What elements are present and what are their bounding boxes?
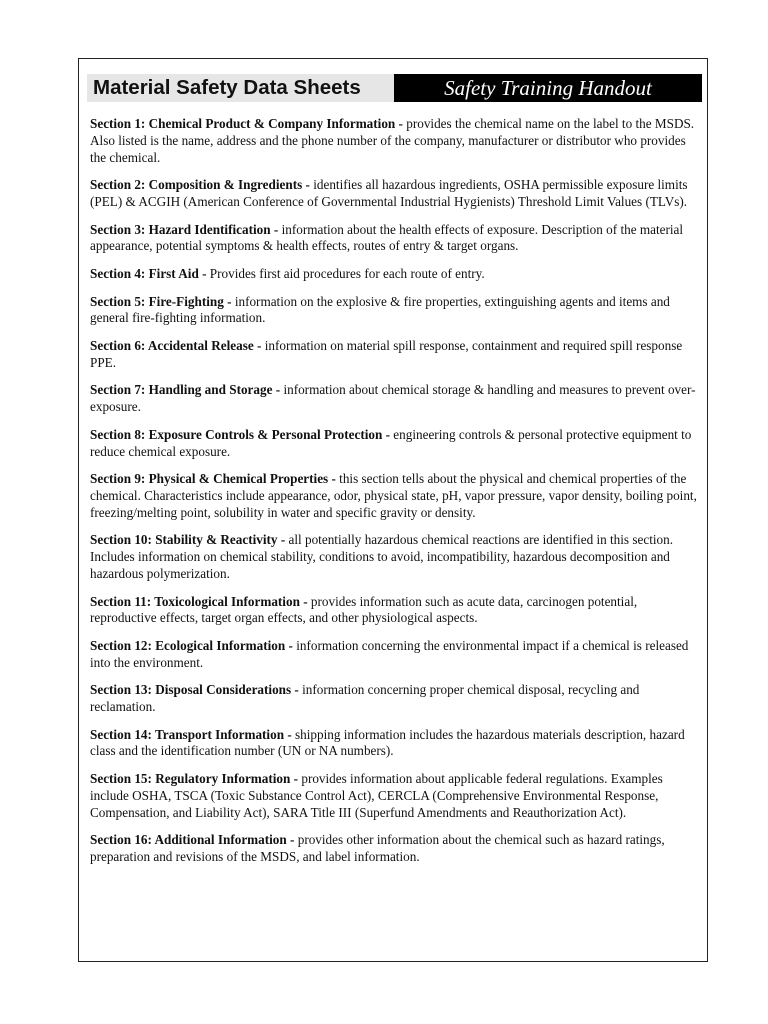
handout-header bbox=[87, 74, 702, 102]
section-heading: Section 4: First Aid - bbox=[90, 265, 207, 281]
section-heading: Section 13: Disposal Considerations - bbox=[90, 682, 299, 698]
section-body: information concerning proper chemical disposal, recycling and reclamation. bbox=[90, 682, 640, 715]
section-14 bbox=[90, 727, 700, 761]
section-heading: Section 2: Composition & Ingredients - bbox=[90, 177, 310, 193]
document-title: Material Safety Data Sheets bbox=[87, 74, 394, 102]
section-body: provides the chemical name on the label to the MSDS. Also listed is the name, address and the phone number of the company, manufacturer or distributor who provides the chemical. bbox=[90, 116, 695, 165]
section-heading: Section 10: Stability & Reactivity - bbox=[90, 532, 286, 548]
section-4 bbox=[90, 266, 700, 283]
section-15 bbox=[90, 771, 700, 821]
section-3 bbox=[90, 222, 700, 256]
section-body: identifies all hazardous ingredients, OSHA permissible exposure limits (PEL) & ACGIH (American Conference of Governmental Industrial Hygienists) Threshold Limit Values (TLVs). bbox=[90, 177, 688, 209]
section-heading: Section 12: Ecological Information - bbox=[90, 637, 293, 653]
section-8 bbox=[90, 427, 700, 461]
section-heading: Section 6: Accidental Release - bbox=[90, 337, 262, 353]
section-16 bbox=[90, 832, 700, 866]
section-body: provides other information about the chemical such as hazard ratings, preparation and revisions of the MSDS, and label information. bbox=[90, 832, 665, 865]
section-body: shipping information includes the hazardous materials description, hazard class and the identification number (UN or NA numbers). bbox=[90, 726, 685, 759]
section-2 bbox=[90, 177, 700, 211]
section-11 bbox=[90, 594, 700, 628]
section-body: this section tells about the physical and chemical properties of the chemical. Characteristics include appearance, odor, physical state, pH, vapor pressure, vapor density, boiling point, freezing/melting point, solubility in water and specific gravity or density. bbox=[90, 471, 697, 520]
section-heading: Section 9: Physical & Chemical Properties - bbox=[90, 471, 336, 487]
section-13 bbox=[90, 682, 700, 716]
section-heading: Section 16: Additional Information - bbox=[90, 832, 295, 848]
section-heading: Section 7: Handling and Storage - bbox=[90, 382, 281, 398]
section-1 bbox=[90, 116, 700, 166]
section-heading: Section 5: Fire-Fighting - bbox=[90, 293, 232, 309]
section-7 bbox=[90, 382, 700, 416]
section-6 bbox=[90, 338, 700, 372]
section-body: provides information such as acute data, carcinogen potential, reproductive effects, target organ effects, and other physiological aspects. bbox=[90, 593, 638, 626]
section-heading: Section 8: Exposure Controls & Personal Protection - bbox=[90, 426, 390, 442]
section-5 bbox=[90, 294, 700, 328]
section-body: information on material spill response, containment and required spill response PPE. bbox=[90, 337, 683, 370]
section-body: information about the health effects of exposure. Description of the material appearance, potential symptoms & health effects, routes of entry & target organs. bbox=[90, 221, 684, 254]
section-body: provides information about applicable federal regulations. Examples include OSHA, TSCA (Toxic Substance Control Act), CERCLA (Comprehensive Environmental Response, Compensation, and Liability Act), SARA Title III (Superfund Amendments and Reauthorization Act). bbox=[90, 771, 663, 820]
section-body: Provides first aid procedures for each route of entry. bbox=[206, 265, 485, 281]
section-9 bbox=[90, 471, 700, 521]
section-heading: Section 3: Hazard Identification - bbox=[90, 221, 279, 237]
section-body: information about chemical storage & handling and measures to prevent over-exposure. bbox=[90, 382, 696, 415]
section-body: information concerning the environmental impact if a chemical is released into the environment. bbox=[90, 637, 689, 670]
section-body: information on the explosive & fire properties, extinguishing agents and items and general fire-fighting information. bbox=[90, 293, 670, 326]
section-body: all potentially hazardous chemical reactions are identified in this section. Includes information on chemical stability, conditions to avoid, incompatibility, hazardous decomposition and hazardous polymerization. bbox=[90, 532, 674, 581]
section-body: engineering controls & personal protective equipment to reduce chemical exposure. bbox=[90, 426, 692, 459]
section-heading: Section 15: Regulatory Information - bbox=[90, 771, 299, 787]
section-heading: Section 14: Transport Information - bbox=[90, 726, 292, 742]
section-12 bbox=[90, 638, 700, 672]
handout-frame bbox=[78, 58, 708, 962]
section-10 bbox=[90, 532, 700, 582]
section-heading: Section 11: Toxicological Information - bbox=[90, 593, 308, 609]
section-heading: Section 1: Chemical Product & Company Information - bbox=[90, 116, 403, 131]
section-list bbox=[90, 116, 700, 877]
document-subtitle: Safety Training Handout bbox=[394, 74, 702, 102]
